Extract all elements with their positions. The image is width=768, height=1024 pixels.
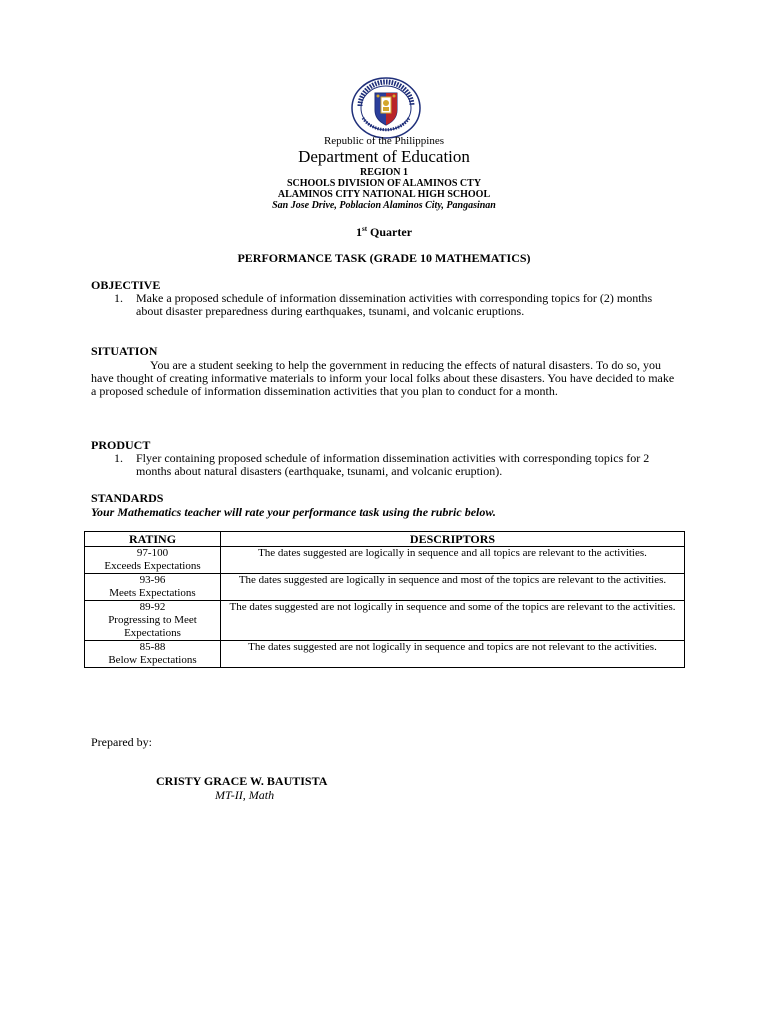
product-item (114, 452, 674, 478)
region-line: REGION 1 (359, 167, 409, 178)
product-item-text: Flyer containing proposed schedule of information dissemination activities with corresponding topics for 2 months about natural disasters (earthquake, tsunami, and volcanic eruption). (136, 451, 650, 478)
rubric-table (84, 531, 685, 668)
quarter-number: 1 (355, 225, 362, 239)
rating-cell (85, 601, 221, 641)
descriptor-cell: The dates suggested are not logically in sequence and topics are not relevant to the activities. (221, 641, 685, 668)
rating-label: Exceeds Expectations (104, 560, 201, 572)
descriptor-cell: The dates suggested are not logically in sequence and some of the topics are relevant to the activities. (221, 601, 685, 641)
rating-label: Meets Expectations (109, 587, 196, 599)
rubric-header-row (85, 532, 685, 547)
republic-line: Republic of the Philippines (323, 135, 445, 147)
situation-heading: SITUATION (91, 344, 158, 358)
rating-column-header: RATING (85, 532, 221, 547)
situation-text: You are a student seeking to help the government in reducing the effects of natural disasters. To do so, you have thought of creating informative materials to inform your local folks about these disasters. You have decided to make a proposed schedule of information dissemination activities that you plan to conduct for a month. (91, 358, 675, 398)
school-name: ALAMINOS CITY NATIONAL HIGH SCHOOL (277, 189, 491, 200)
product-item-number: 1. (114, 451, 123, 465)
standards-subtitle: Your Mathematics teacher will rate your performance task using the rubric below. (91, 505, 496, 519)
rating-score: 89-92 (139, 601, 166, 613)
rating-label: Progressing to Meet Expectations (108, 614, 197, 639)
quarter-suffix: st (361, 225, 368, 233)
objective-item (114, 292, 674, 318)
descriptor-cell: The dates suggested are logically in sequence and most of the topics are relevant to the activities. (221, 574, 685, 601)
objective-item-text: Make a proposed schedule of information dissemination activities with corresponding topics for (2) months about disaster preparedness during earthquakes, tsunami, and volcanic eruptions. (136, 291, 653, 318)
preparer-position: MT-II, Math (215, 788, 275, 802)
standards-heading: STANDARDS (91, 491, 164, 505)
quarter-word: Quarter (370, 225, 413, 239)
descriptor-cell: The dates suggested are logically in sequence and all topics are relevant to the activities. (221, 547, 685, 574)
rubric-row (85, 601, 685, 641)
rating-cell (85, 574, 221, 601)
rating-score: 85-88 (139, 641, 166, 653)
rubric-row (85, 574, 685, 601)
division-line: SCHOOLS DIVISION OF ALAMINOS CTY (286, 178, 482, 189)
objective-heading: OBJECTIVE (91, 278, 161, 292)
preparer-name: CRISTY GRACE W. BAUTISTA (156, 774, 328, 788)
objective-item-number: 1. (114, 291, 123, 305)
rating-score: 97-100 (136, 547, 169, 559)
deped-seal-logo (348, 76, 424, 140)
rubric-row (85, 547, 685, 574)
rubric-row (85, 641, 685, 668)
rating-label: Below Expectations (108, 654, 197, 666)
rating-cell (85, 547, 221, 574)
rating-score: 93-96 (139, 574, 166, 586)
department-name: Department of Education (298, 147, 470, 166)
product-heading: PRODUCT (91, 438, 151, 452)
school-address: San Jose Drive, Poblacion Alaminos City, Pangasinan (272, 200, 496, 211)
prepared-by-label: Prepared by: (91, 735, 152, 749)
task-title: PERFORMANCE TASK (GRADE 10 MATHEMATICS) (237, 251, 531, 265)
rating-cell (85, 641, 221, 668)
quarter-label (0, 225, 768, 240)
descriptors-column-header: DESCRIPTORS (221, 532, 685, 547)
